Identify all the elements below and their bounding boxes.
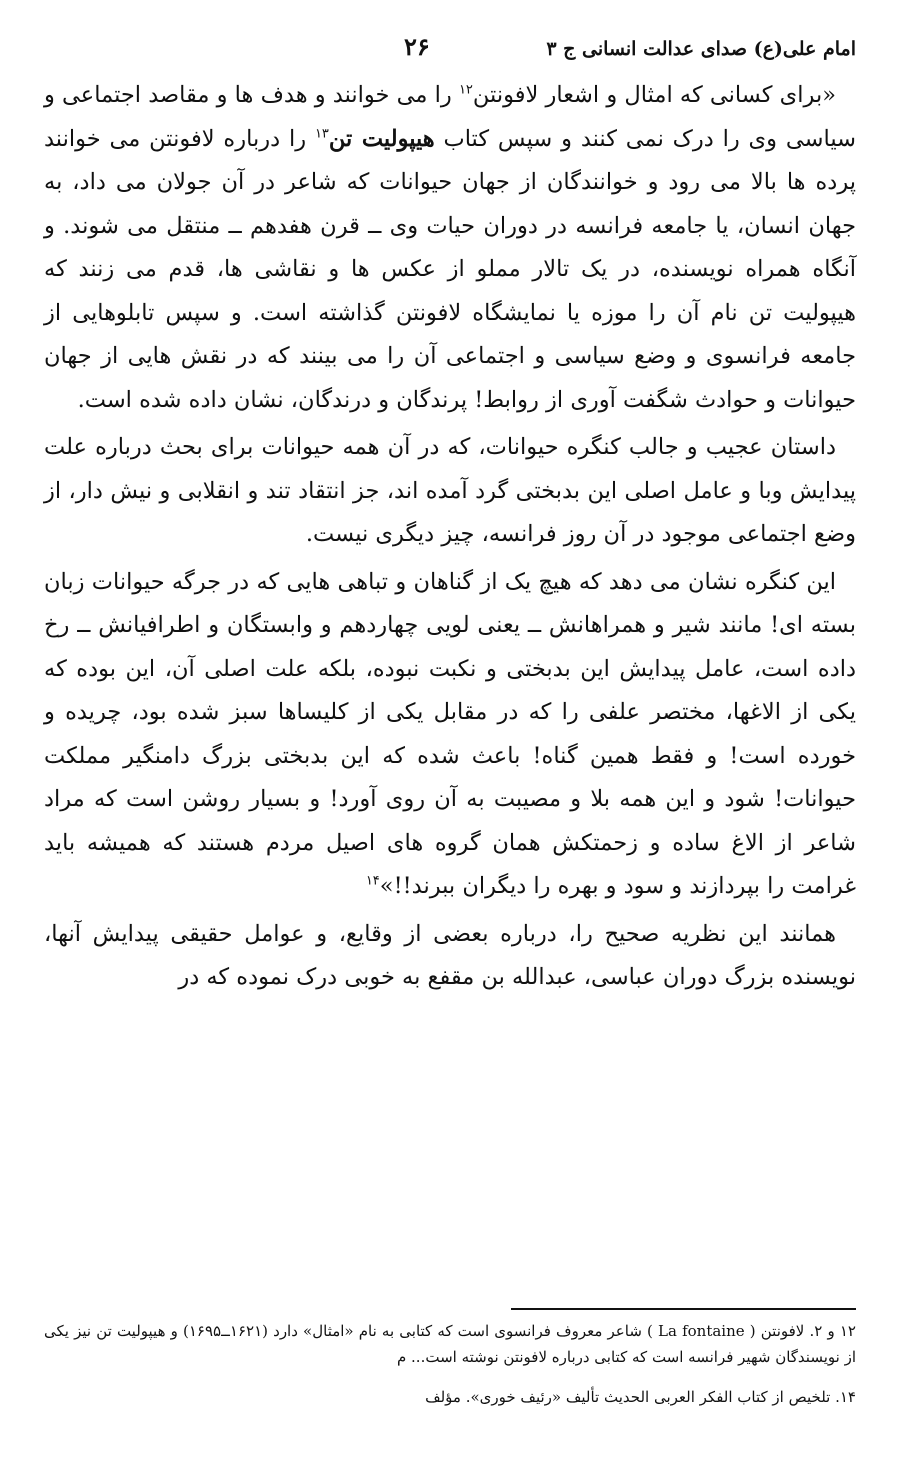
paragraph-1-part-b: را می خوانند و هدف ها و مقاصد اجتماعی و سیاسی وی را درک نمی کنند و سپس کتاب [44, 82, 856, 152]
page-number: ۲۶ [404, 32, 430, 61]
footnote-12-13 [44, 1318, 856, 1370]
bold-name-hippolyte-taine: هیپولیت تن [328, 125, 435, 152]
paragraph-2: داستان عجیب و جالب کنگره حیوانات، که در آن همه حیوانات برای بحث درباره علت پیدایش وبا و عامل اصلی این بدبختی گرد آمده اند، جز انتقاد تند و انقلابی و نیش دار، از وضع اجتماعی موجود در آن روز فرانسه، چیز دیگری نیست. [44, 434, 856, 547]
footnotes [44, 1308, 856, 1424]
footnote-14: ۱۴. تلخیص از کتاب الفکر العربی الحدیث تألیف «رئیف خوری». مؤلف [425, 1388, 856, 1406]
footnote-ref-13: ۱۳ [314, 126, 329, 141]
paragraph-1-part-c: را درباره لافونتن می خوانند پرده ها بالا می رود و خوانندگان از جهان حیوانات که شاعر در آن جولان می داد، به جهان انسان، یا جامعه فرانسه در دوران حیات وی ــ قرن هفدهم ــ منتقل می شوند. و آنگاه همراه نویسنده، در یک تالار مملو از عکس ها و نقاشی ها، قدم می زنند که هیپولیت تن نام آن را موزه یا نمایشگاه لافونتن گذاشته است. و سپس تابلوهایی از جامعه فرانسوی و وضع سیاسی و اجتماعی آن را می بینند که در نقش هایی از جهان حیوانات و حوادث شگفت آوری از روابط! پرندگان و درندگان، نشان داده شده است. [44, 125, 856, 413]
footnote-divider [511, 1308, 856, 1310]
book-title: امام علی(ع) صدای عدالت انسانی ج ۳ [546, 38, 856, 60]
footnote-12-13-part-a: ۱۲ و ۲. لافونتن ( [744, 1322, 856, 1340]
page-header [44, 30, 856, 74]
main-text [44, 74, 856, 1000]
paragraph-3-text: این کنگره نشان می دهد که هیچ یک از گناهان و تباهی هایی که در جرگه حیوانات زبان بسته ای! مانند شیر و همراهانش ــ یعنی لویی چهاردهم و وابستگان و اطرافیانش ــ رخ داده است، عامل پیدایش این بدبختی و نکبت نبوده، بلکه علت اصلی آن، این بوده که یکی از الاغها، مختصر علفی را که در مقابل یکی از کلیساها سبز شده بود، چریده و خورده است! و فقط همین گناه! باعث شده که این بدبختی بزرگ دامنگیر مملکت حیوانات! شود و این همه بلا و مصیبت به آن روی آورد! و بسیار روشن است که مراد شاعر از الاغ ساده و زحمتکش همان گروه های اصیل مردم هستند که همیشه باید غرامت را بپردازند و سود و بهره را دیگران ببرند!!» [44, 568, 856, 899]
footnote-latin-name: La fontaine [658, 1322, 745, 1340]
paragraph-1 [44, 74, 856, 422]
paragraph-4: همانند این نظریه صحیح را، درباره بعضی از وقایع، و عوامل حقیقی پیدایش آنها، نویسنده بزرگ دوران عباسی، عبدالله بن مقفع به خوبی درک نموده که در [44, 920, 856, 990]
footnote-ref-12: ۱۲ [458, 82, 473, 98]
footnote-ref-14: ۱۴ [365, 873, 380, 889]
footnote-12-13-part-b: ) شاعر معروف فرانسوی است که کتابی به نام «امثال» دارد (۱۶۲۱ــ۱۶۹۵) و هیپولیت تن نیز یکی از نویسندگان شهیر فرانسه است که کتابی درباره لافونتن نوشته است... م [44, 1322, 856, 1366]
paragraph-3 [44, 561, 856, 909]
paragraph-1-part-a: «برای کسانی که امثال و اشعار لافونتن [472, 82, 836, 108]
document-page [44, 30, 856, 1450]
